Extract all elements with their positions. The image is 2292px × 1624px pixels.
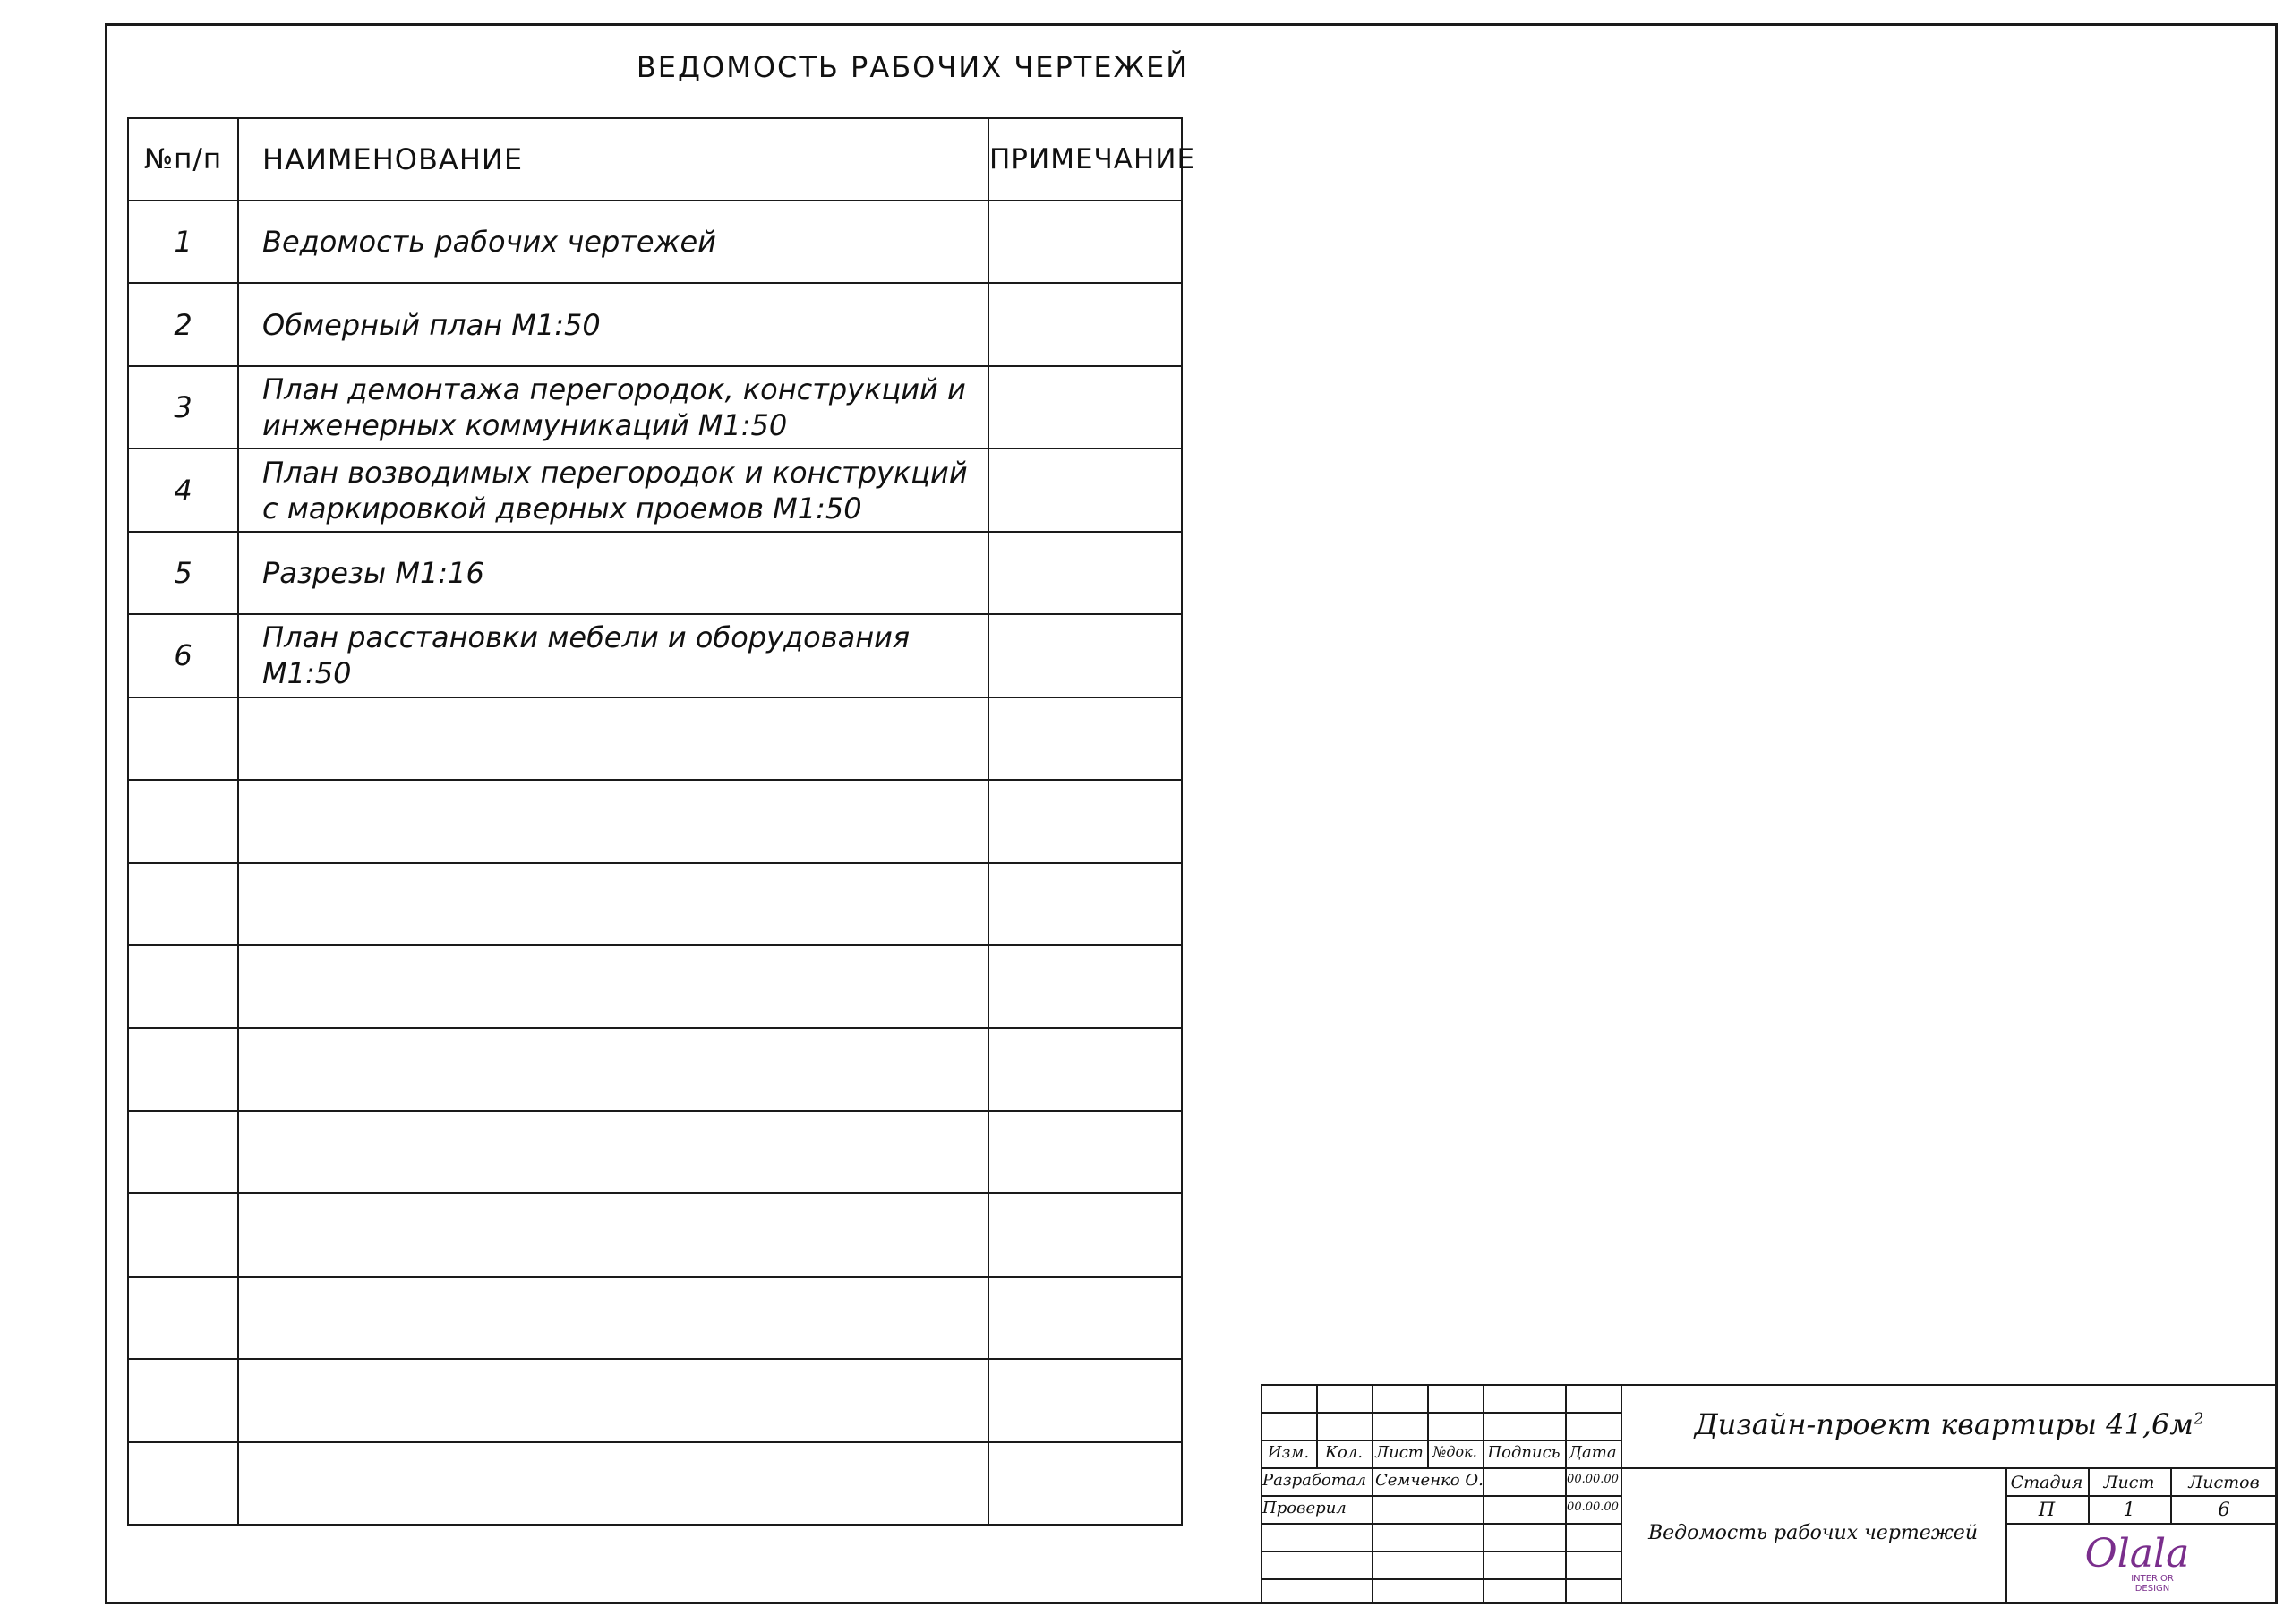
row-note [988, 532, 1182, 614]
proveril-date: 00.00.00 [1567, 1500, 1619, 1514]
row-num: 1 [128, 201, 238, 283]
row-name [238, 1193, 988, 1276]
table-header-row [128, 118, 1182, 201]
table-row [128, 1028, 1182, 1110]
row-note [988, 1277, 1182, 1359]
table-row [128, 532, 1182, 614]
col-kol: Кол. [1325, 1443, 1363, 1462]
header-note: ПРИМЕЧАНИЕ [988, 118, 1182, 201]
col-podpis: Подпись [1487, 1443, 1561, 1462]
table-row [128, 945, 1182, 1028]
row-num: 2 [128, 283, 238, 365]
table-row [128, 1111, 1182, 1193]
drawings-register-table [127, 117, 1196, 1526]
row-num: 6 [128, 614, 238, 697]
table-row [128, 863, 1182, 945]
stadiya-value: П [2038, 1499, 2056, 1520]
proveril-label: Проверил [1262, 1499, 1347, 1517]
table-row [128, 1442, 1182, 1525]
row-num [128, 1359, 238, 1441]
row-name [238, 1111, 988, 1193]
row-name [238, 945, 988, 1028]
list-value: 1 [2123, 1499, 2135, 1520]
title-block [1261, 1384, 2278, 1604]
row-name [238, 780, 988, 862]
table-row [128, 1277, 1182, 1359]
table-row [128, 697, 1182, 780]
row-note [988, 614, 1182, 697]
row-note [988, 1193, 1182, 1276]
header-num: №п/п [128, 118, 238, 201]
table-row [128, 614, 1182, 697]
stadiya-label: Стадия [2010, 1473, 2083, 1492]
row-num [128, 945, 238, 1028]
logo-tagline: DESIGN [2134, 1584, 2170, 1594]
row-note [988, 1442, 1182, 1525]
table-row [128, 201, 1182, 283]
col-data: Дата [1569, 1443, 1617, 1462]
row-num [128, 1111, 238, 1193]
row-note [988, 1111, 1182, 1193]
col-izm: Изм. [1267, 1443, 1310, 1462]
row-name [238, 863, 988, 945]
table-row [128, 1359, 1182, 1441]
razrabotal-name: Семченко О. [1375, 1471, 1484, 1490]
listov-label: Листов [2188, 1473, 2260, 1492]
row-name: Разрезы М1:16 [238, 532, 988, 614]
razrabotal-date: 00.00.00 [1567, 1473, 1619, 1486]
row-name: План возводимых перегородок и конструкций с маркировкой дверных проемов М1:50 [238, 449, 988, 531]
row-note [988, 1028, 1182, 1110]
project-title: Дизайн-проект квартиры $41,6м^2$ [1694, 1407, 2204, 1441]
row-note [988, 780, 1182, 862]
row-name [238, 1028, 988, 1110]
sheet-name: Ведомость рабочих чертежей [1647, 1522, 1978, 1544]
logo-wordmark: Olala [2084, 1531, 2190, 1577]
row-note [988, 863, 1182, 945]
header-name: НАИМЕНОВАНИЕ [238, 118, 988, 201]
row-name [238, 1442, 988, 1525]
row-name: Обмерный план М1:50 [238, 283, 988, 365]
list-label: Лист [2103, 1473, 2155, 1492]
col-ndok: №док. [1432, 1443, 1477, 1460]
logo-tagline: INTERIOR [2131, 1574, 2174, 1584]
row-name: План демонтажа перегородок, конструкций и инженерных коммуникаций М1:50 [238, 366, 988, 449]
row-note [988, 283, 1182, 365]
razrabotal-label: Разработал [1262, 1471, 1366, 1490]
row-num [128, 1193, 238, 1276]
row-note [988, 945, 1182, 1028]
row-num [128, 697, 238, 780]
row-num [128, 863, 238, 945]
row-note [988, 366, 1182, 449]
row-num [128, 780, 238, 862]
table-row [128, 283, 1182, 365]
row-name [238, 697, 988, 780]
sheet-title: ВЕДОМОСТЬ РАБОЧИХ ЧЕРТЕЖЕЙ [636, 50, 1190, 84]
table-row [128, 366, 1182, 449]
listov-value: 6 [2218, 1499, 2230, 1520]
table-row [128, 1193, 1182, 1276]
row-name: План расстановки мебели и оборудования М1:50 [238, 614, 988, 697]
row-num [128, 1028, 238, 1110]
col-list: Лист [1375, 1443, 1424, 1462]
row-num [128, 1442, 238, 1525]
table-row [128, 449, 1182, 531]
row-name [238, 1277, 988, 1359]
row-note [988, 697, 1182, 780]
row-num: 3 [128, 366, 238, 449]
row-name: Ведомость рабочих чертежей [238, 201, 988, 283]
row-note [988, 1359, 1182, 1441]
row-num [128, 1277, 238, 1359]
olala-logo [2070, 1527, 2204, 1599]
row-num: 4 [128, 449, 238, 531]
row-note [988, 201, 1182, 283]
row-num: 5 [128, 532, 238, 614]
row-note [988, 449, 1182, 531]
row-name [238, 1359, 988, 1441]
table-row [128, 780, 1182, 862]
